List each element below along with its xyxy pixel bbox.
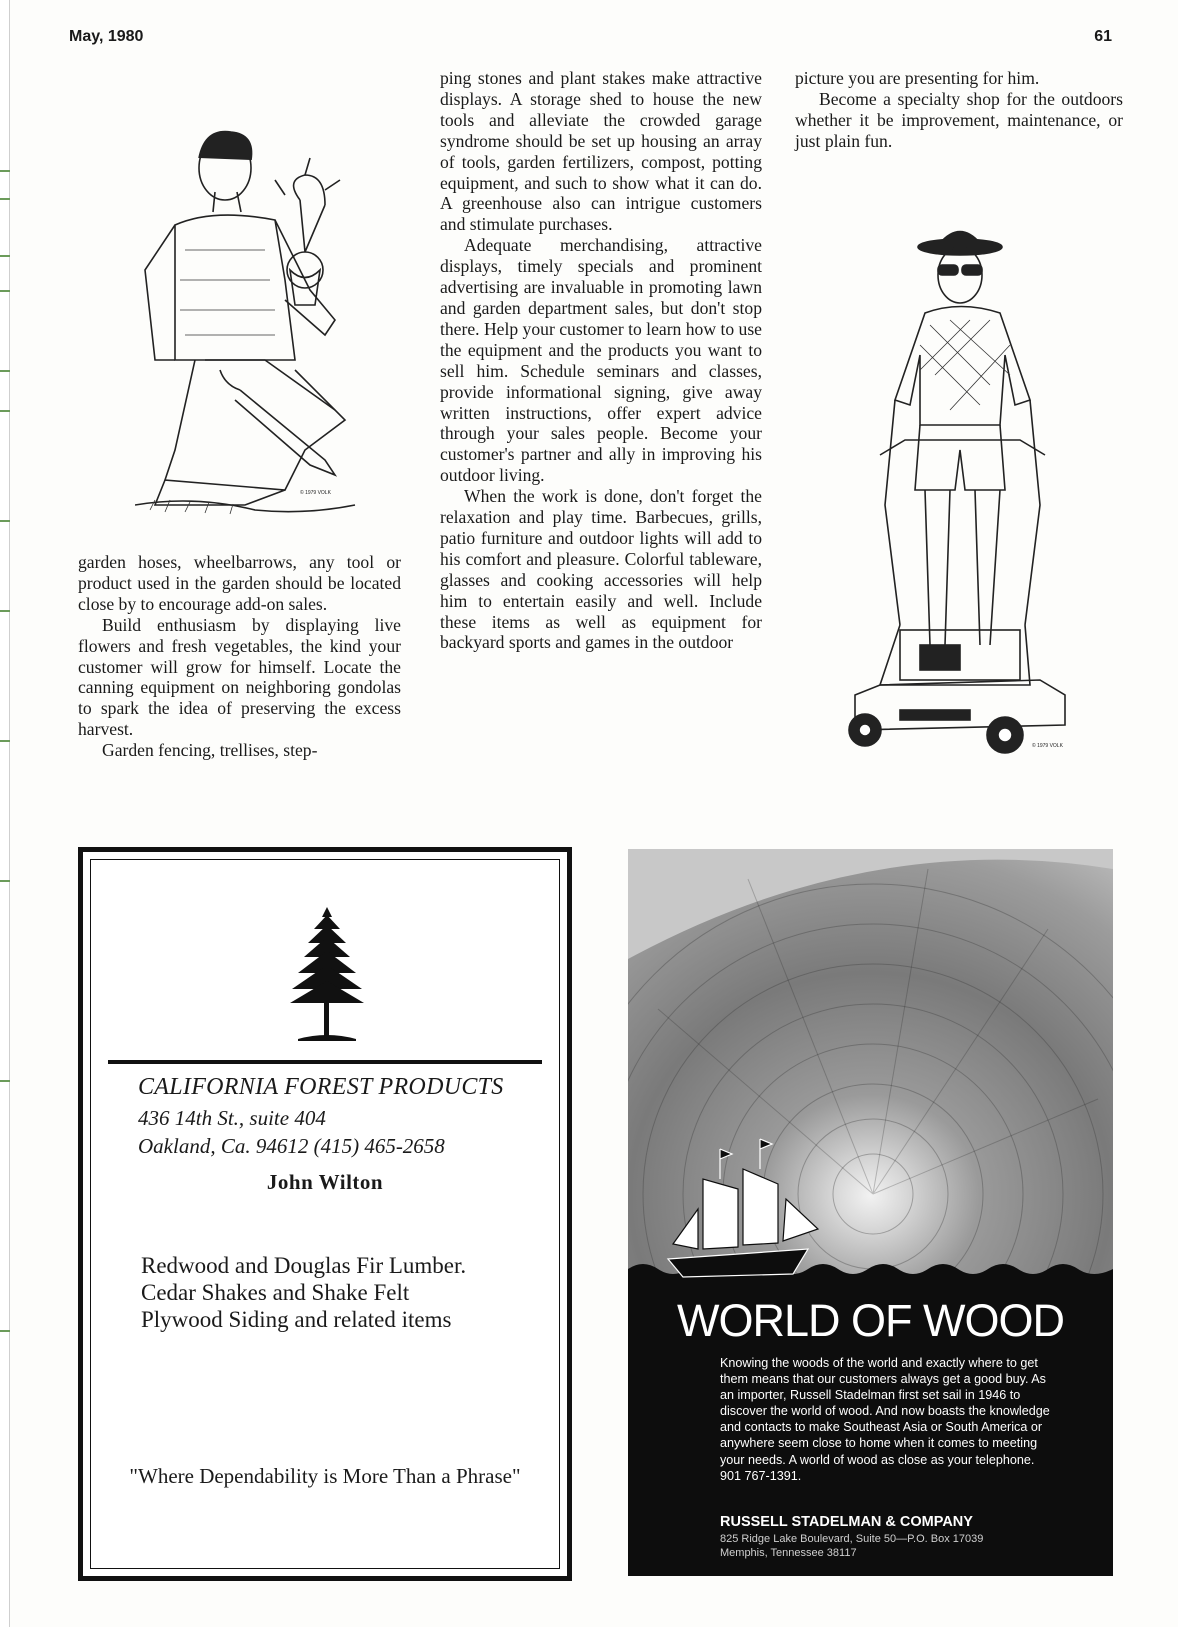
article-column-2: [440, 68, 762, 653]
lawnmower-drawing: [840, 225, 1085, 780]
article-paragraph: ping stones and plant stakes make attractive displays. A storage shed to house the new tools and alleviate the crowded garage syndrome should be set up housing an array of tools, garden fertilizers, compost, potting equipment, and such to show what it can do. A greenhouse also can intrigue customers and stimulate purchases.: [440, 68, 762, 235]
world-of-wood-ad: [628, 849, 1113, 1576]
product-line: Redwood and Douglas Fir Lumber.: [141, 1253, 467, 1278]
redwood-tree-icon: [288, 907, 366, 1045]
article-paragraph: Adequate merchandising, attractive displays, timely specials and prominent advertising are invaluable in promoting lawn and garden department sales, but don't stop there. Help your customer to learn how to use the equipment and the products you want to sell him. Schedule seminars and classes, provide informational signing, give away written instructions, offer expert advice through your sales people. Become your customer's partner and ally in improving his outdoor living.: [440, 235, 762, 486]
issue-date: May, 1980: [69, 28, 144, 45]
company-slogan: "Where Dependability is More Than a Phrase": [129, 1464, 521, 1488]
article-paragraph: Build enthusiasm by displaying live flowers and fresh vegetables, the kind your customer will grow for himself. Locate the canning equipment on neighboring gondolas to spark the idea of preserving the excess harvest.: [78, 614, 401, 740]
contact-name: John Wilton: [266, 1170, 384, 1194]
tree-rings-photo: [628, 849, 1113, 1299]
ad-body-copy: Knowing the woods of the world and exactly where to get them means that our customers always get a good buy. As an importer, Russell Stadelman first set sail in 1946 to discover the world of wood. And now boasts the knowledge and contacts to make Southeast Asia or South America or anywhere seem close to home when it comes to meeting your needs. A world of wood as close as your telephone. 901 767-1391.: [720, 1356, 1050, 1483]
article-paragraph: Become a specialty shop for the outdoors whether it be improvement, maintenance, or just plain fun.: [795, 88, 1123, 151]
product-line: Cedar Shakes and Shake Felt: [141, 1280, 410, 1305]
city-phone: Oakland, Ca. 94612 (415) 465-2658: [138, 1134, 445, 1158]
advertiser-address: 825 Ridge Lake Boulevard, Suite 50—P.O. Box 17039: [720, 1533, 984, 1545]
company-name: CALIFORNIA FOREST PRODUCTS: [138, 1074, 504, 1100]
product-list: [141, 1252, 466, 1333]
gardener-credit: © 1979 VOLK: [300, 490, 331, 496]
article-paragraph: When the work is done, don't forget the relaxation and play time. Barbecues, grills, patio furniture and outdoor lights will add to his comfort and pleasure. Colorful tableware, glasses and cooking accessories will help him to entertain easily and well. Include these items as well as equipment for backyard sports and games in the outdoor: [440, 486, 762, 653]
page-edge-strip: [0, 0, 10, 1627]
ad-headline: WORLD OF WOOD: [677, 1295, 1064, 1346]
gardener-drawing: [135, 120, 360, 525]
article-paragraph: picture you are presenting for him.: [795, 68, 1040, 88]
lawnmower-illustration: [840, 225, 1085, 780]
divider-rule: [108, 1060, 542, 1064]
street-address: 436 14th St., suite 404: [138, 1106, 326, 1130]
advertiser-name: RUSSELL STADELMAN & COMPANY: [720, 1514, 973, 1530]
article-paragraph: garden hoses, wheelbarrows, any tool or product used in the garden should be located close by to encourage add-on sales.: [78, 552, 401, 614]
article-column-1: [78, 552, 401, 761]
advertiser-city: Memphis, Tennessee 38117: [720, 1547, 857, 1559]
mower-credit: © 1979 VOLK: [1032, 743, 1063, 749]
page-number: 61: [1094, 28, 1112, 45]
california-forest-products-ad: [78, 847, 572, 1581]
article-column-3: [795, 68, 1123, 152]
product-line: Plywood Siding and related items: [141, 1307, 452, 1332]
article-paragraph: Garden fencing, trellises, step-: [102, 740, 318, 761]
gardener-illustration: [135, 120, 360, 525]
